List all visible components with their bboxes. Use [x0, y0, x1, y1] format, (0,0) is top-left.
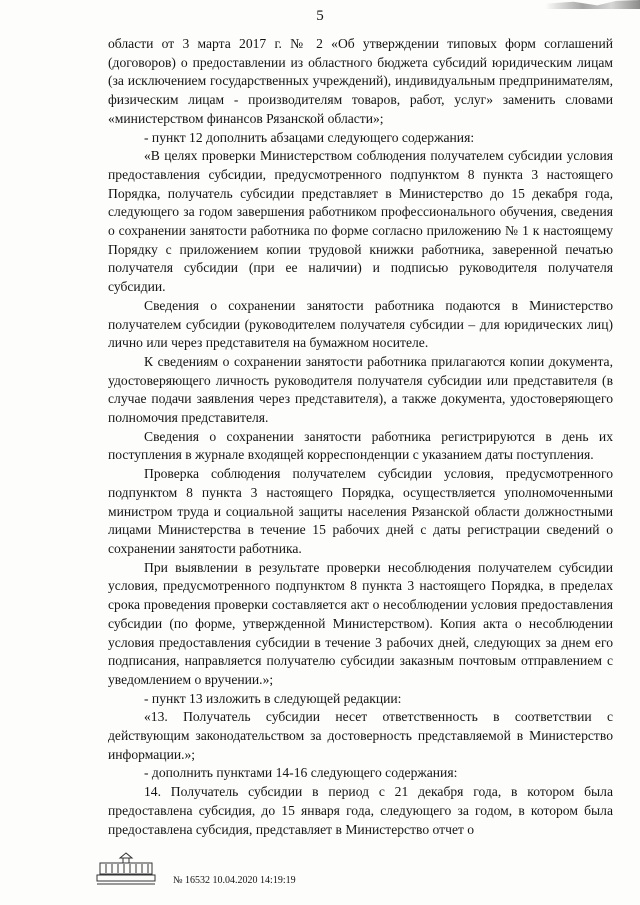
paragraph-item-13: - пункт 13 изложить в следующей редакции: — [144, 690, 402, 706]
page-number: 5 — [316, 8, 324, 24]
paragraph-continuation: области от 3 марта 2017 г. № 2 «Об утверждении типовых форм соглашений (договоров) о предоставлении из областного бюджета субсидий юридическим лицам (за исключением государственных учреждений), индивидуальным предпринимателям, физическим лицам - производителям товаров, работ, услуг» заменить словами «министерством финансов Рязанской области»; — [108, 36, 613, 126]
paragraph-quote-start: «В целях проверки Министерством соблюдения получателем субсидии условия предоставления субсидии, предусмотренного подпунктом 8 пункта 3 настоящего Порядка, получатель субсидии представляет в Министерство до 15 декабря года, следующего за годом завершения работником профессионального обучения, сведения о сохранении занятости работника по форме согласно приложению № 1 к настоящему Порядку с приложением копии трудовой книжки работника, заверенной печатью получателя субсидии (при ее наличии) и подписью руководителя получателя субсидии. — [108, 148, 613, 295]
paragraph: Проверка соблюдения получателем субсидии условия, предусмотренного подпунктом 8 пункта 3 настоящего Порядка, осуществляется уполномоченными министром труда и социальной защиты населения Рязанской области должностными лицами Министерства в течение 15 рабочих дней с даты регистрации сведений о сохранении занятости работника. — [108, 466, 613, 556]
paragraph: Сведения о сохранении занятости работника регистрируются в день их поступления в журнале входящей корреспонденции с указанием даты поступления. — [108, 428, 613, 463]
government-building-stamp-icon — [94, 852, 158, 886]
paragraph-quote: «13. Получатель субсидии несет ответственность в соответствии с действующим законодательством за достоверность представляемой в Министерство информации.»; — [108, 709, 613, 762]
paragraph: При выявлении в результате проверки несоблюдения получателем субсидии условия, предусмотренного подпунктом 8 пункта 3 настоящего Порядка, в пределах срока проведения проверки составляется акт о несоблюдении условия предоставления субсидии (по форме, утвержденной Министерством). Копия акта о несоблюдении условия предоставления субсидии в течение 3 рабочих дней, следующих за днем его подписания, направляется получателю субсидии заказным почтовым отправлением с уведомлением о вручении.»; — [108, 559, 613, 687]
paragraph: Сведения о сохранении занятости работника подаются в Министерство получателем субсидии (руководителем получателя субсидии – для юридических лиц) лично или через представителя на бумажном носителе. — [108, 297, 613, 351]
registration-datetime: 10.04.2020 14:19:19 — [212, 875, 296, 886]
paragraph-items-14-16: - дополнить пунктами 14-16 следующего содержания: — [144, 765, 458, 781]
registration-stamp — [173, 875, 296, 886]
document-footer — [94, 852, 394, 892]
document-number: № 16532 — [173, 875, 211, 886]
document-body — [108, 35, 613, 839]
paragraph-item-12: - пункт 12 дополнить абзацами следующего содержания: — [144, 129, 475, 145]
paragraph: К сведениям о сохранении занятости работника прилагаются копии документа, удостоверяющего личность руководителя получателя субсидии или представителя (в случае подачи заявления через представителя), а также документа, удостоверяющего полномочия представителя. — [108, 353, 613, 426]
paragraph-item-14: 14. Получатель субсидии в период с 21 декабря года, в котором была предоставлена субсидия, до 15 января года, следующего за годом, в котором была предоставлена субсидия, представляет в Министерство отчет о — [108, 784, 613, 837]
